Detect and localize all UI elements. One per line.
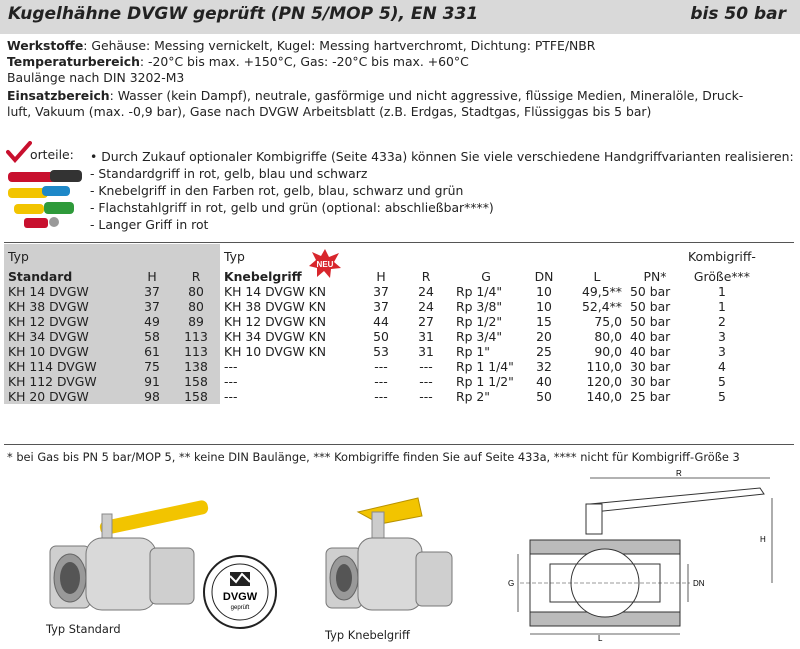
- table-cell: 75,0: [594, 314, 622, 329]
- table-cell: 75: [132, 359, 172, 374]
- table-cell: Rp 1/4": [456, 284, 503, 299]
- table-cell: 113: [172, 329, 220, 344]
- ball-valve-knebel-image: [318, 490, 458, 620]
- advantage-item: • Durch Zukauf optionaler Kombigriffe (Seite 433a) können Sie viele verschiedene Handgriffvarianten realisieren:: [90, 149, 794, 164]
- table-body: [4, 284, 760, 404]
- length-line: Baulänge nach DIN 3202-M3: [7, 70, 185, 85]
- drawing-label-l: L: [598, 634, 603, 643]
- table-cell: 120,0: [586, 374, 622, 389]
- usage-line-2: luft, Vakuum (max. -0,9 bar), Gase nach DVGW Arbeitsblatt (z.B. Erdgas, Stadtgas, Flüssiggas bis 5 bar): [7, 104, 652, 119]
- table-cell: 30 bar: [630, 359, 671, 374]
- table-cell: 158: [172, 389, 220, 404]
- table-cell: 24: [418, 299, 434, 314]
- temperature-label: Temperaturbereich: [7, 54, 140, 69]
- technical-drawing: [490, 468, 795, 643]
- usage-label: Einsatzbereich: [7, 88, 110, 103]
- table-row: [4, 299, 760, 314]
- new-badge-icon: [308, 248, 342, 278]
- table-cell: 91: [132, 374, 172, 389]
- table-cell: Rp 2": [456, 389, 490, 404]
- table-cell: Rp 1": [456, 344, 490, 359]
- dn-header: DN: [534, 269, 554, 284]
- caption-knebel: Typ Knebelgriff: [325, 628, 410, 642]
- table-cell: 31: [418, 329, 434, 344]
- table-cell: 50 bar: [630, 284, 671, 299]
- new-badge-text: NEU: [316, 260, 334, 269]
- table-cell: 37: [373, 299, 389, 314]
- table-cell: KH 20 DVGW: [4, 389, 132, 404]
- table-cell: ---: [374, 374, 388, 389]
- table-cell: 58: [132, 329, 172, 344]
- table-cell: 98: [132, 389, 172, 404]
- table-cell: ---: [419, 389, 433, 404]
- temperature-line: [7, 54, 469, 70]
- h-header: H: [132, 264, 172, 284]
- usage-text-1: : Wasser (kein Dampf), neutrale, gasförmige und nicht aggressive, flüssige Medien, Mineralöle, Druck-: [109, 88, 744, 103]
- r-header: R: [421, 269, 431, 284]
- drawing-label-dn: DN: [693, 579, 705, 588]
- table-cell: 90,0: [594, 344, 622, 359]
- product-table: [4, 244, 760, 404]
- table-cell: 32: [536, 359, 552, 374]
- table-cell: 80,0: [594, 329, 622, 344]
- table-cell: 138: [172, 359, 220, 374]
- ball-valve-standard-image: [30, 478, 210, 618]
- type-label: Typ: [4, 244, 132, 264]
- table-cell: 2: [718, 314, 726, 329]
- caption-standard: Typ Standard: [46, 622, 121, 636]
- table-cell: 37: [132, 284, 172, 299]
- table-cell: 10: [536, 284, 552, 299]
- drawing-label-h: H: [760, 535, 766, 544]
- table-top-rule: [4, 242, 794, 243]
- table-cell: 140,0: [586, 389, 622, 404]
- materials-label: Werkstoffe: [7, 38, 84, 53]
- table-cell: KH 34 DVGW KN: [224, 329, 327, 344]
- table-cell: 50 bar: [630, 314, 671, 329]
- kombi-header-2: Größe***: [693, 269, 750, 284]
- knebel-header: [220, 260, 362, 284]
- table-cell: KH 14 DVGW: [4, 284, 132, 299]
- table-cell: Rp 1 1/2": [456, 374, 514, 389]
- advantage-item: - Knebelgriff in den Farben rot, gelb, blau, schwarz und grün: [90, 183, 464, 198]
- table-cell: 49: [132, 314, 172, 329]
- table-cell: KH 114 DVGW: [4, 359, 132, 374]
- table-cell: KH 10 DVGW: [4, 344, 132, 359]
- table-header-row-1: [4, 244, 760, 264]
- table-cell: 40 bar: [630, 329, 671, 344]
- materials-line: [7, 38, 595, 54]
- table-cell: 53: [373, 344, 389, 359]
- table-cell: 25: [536, 344, 552, 359]
- handle-colors-icon: [4, 166, 94, 234]
- table-cell: 37: [373, 284, 389, 299]
- table-cell: 3: [718, 344, 726, 359]
- r-header: R: [172, 264, 220, 284]
- table-cell: 158: [172, 374, 220, 389]
- table-cell: 52,4**: [582, 299, 622, 314]
- table-cell: 3: [718, 329, 726, 344]
- temperature-text: : -20°C bis max. +150°C, Gas: -20°C bis max. +60°C: [139, 54, 469, 69]
- table-cell: 1: [718, 299, 726, 314]
- table-cell: KH 34 DVGW: [4, 329, 132, 344]
- h-header: H: [376, 269, 386, 284]
- pn-header: PN*: [643, 269, 667, 284]
- page-title: Kugelhähne DVGW geprüft (PN 5/MOP 5), EN 331: [8, 4, 479, 24]
- checkmark-icon: [6, 141, 32, 163]
- table-cell: 37: [132, 299, 172, 314]
- table-row: [4, 374, 760, 389]
- advantage-item: - Standardgriff in rot, gelb, blau und schwarz: [90, 166, 368, 181]
- table-cell: 1: [718, 284, 726, 299]
- table-cell: KH 12 DVGW: [4, 314, 132, 329]
- table-cell: 31: [418, 344, 434, 359]
- table-cell: ---: [374, 359, 388, 374]
- table-cell: 10: [536, 299, 552, 314]
- table-cell: ---: [224, 374, 238, 389]
- table-cell: KH 112 DVGW: [4, 374, 132, 389]
- table-header-row-2: [4, 264, 760, 284]
- pressure-rating: bis 50 bar: [690, 4, 786, 24]
- table-cell: 5: [718, 389, 726, 404]
- table-row: [4, 314, 760, 329]
- table-cell: 80: [172, 284, 220, 299]
- table-cell: 61: [132, 344, 172, 359]
- advantages-label: orteile:: [30, 147, 74, 162]
- table-cell: 5: [718, 374, 726, 389]
- table-cell: 44: [373, 314, 389, 329]
- table-cell: Rp 1 1/4": [456, 359, 514, 374]
- knebel-label: Knebelgriff: [224, 269, 302, 284]
- table-cell: 40: [536, 374, 552, 389]
- table-cell: 27: [418, 314, 434, 329]
- table-cell: 50 bar: [630, 299, 671, 314]
- drawing-label-g: G: [508, 579, 515, 588]
- table-cell: 25 bar: [630, 389, 671, 404]
- materials-text: : Gehäuse: Messing vernickelt, Kugel: Messing hartverchromt, Dichtung: PTFE/NBR: [83, 38, 596, 53]
- table-row: [4, 389, 760, 404]
- dvgw-small-text: geprüft: [230, 605, 250, 611]
- table-cell: KH 14 DVGW KN: [224, 284, 327, 299]
- table-row: [4, 359, 760, 374]
- dvgw-text: DVGW: [222, 591, 258, 603]
- table-cell: 49,5**: [582, 284, 622, 299]
- table-cell: Rp 3/8": [456, 299, 503, 314]
- table-cell: ---: [419, 374, 433, 389]
- table-cell: 30 bar: [630, 374, 671, 389]
- table-cell: Rp 1/2": [456, 314, 503, 329]
- type-label: Typ: [224, 249, 245, 264]
- table-cell: ---: [419, 359, 433, 374]
- table-cell: Rp 3/4": [456, 329, 503, 344]
- table-cell: 4: [718, 359, 726, 374]
- g-header: G: [481, 269, 491, 284]
- advantage-item: - Flachstahlgriff in rot, gelb und grün (optional: abschließbar****): [90, 200, 494, 215]
- footnote: * bei Gas bis PN 5 bar/MOP 5, ** keine DIN Baulänge, *** Kombigriffe finden Sie auf Seite 433a, **** nicht für Kombigriff-Größe 3: [7, 450, 740, 464]
- table-cell: ---: [224, 359, 238, 374]
- table-cell: 113: [172, 344, 220, 359]
- drawing-label-r: R: [676, 469, 682, 478]
- table-cell: 89: [172, 314, 220, 329]
- table-cell: 50: [536, 389, 552, 404]
- table-cell: 110,0: [586, 359, 622, 374]
- advantages-list: [90, 148, 794, 233]
- table-cell: 20: [536, 329, 552, 344]
- table-cell: 24: [418, 284, 434, 299]
- table-cell: 50: [373, 329, 389, 344]
- advantage-item: - Langer Griff in rot: [90, 217, 209, 232]
- table-cell: 80: [172, 299, 220, 314]
- table-cell: ---: [374, 389, 388, 404]
- table-cell: ---: [224, 389, 238, 404]
- table-row: [4, 329, 760, 344]
- dvgw-seal-icon: [200, 552, 280, 632]
- table-row: [4, 344, 760, 359]
- table-cell: KH 38 DVGW KN: [224, 299, 327, 314]
- kombi-header-1: Kombigriff-: [688, 249, 756, 264]
- table-bottom-rule: [4, 444, 794, 445]
- table-cell: KH 10 DVGW KN: [224, 344, 327, 359]
- table-cell: KH 38 DVGW: [4, 299, 132, 314]
- usage-line: [7, 88, 743, 104]
- table-row: [4, 284, 760, 299]
- table-cell: 40 bar: [630, 344, 671, 359]
- standard-header: Standard: [4, 264, 132, 284]
- table-cell: 15: [536, 314, 552, 329]
- l-header: L: [593, 269, 601, 284]
- table-cell: KH 12 DVGW KN: [224, 314, 327, 329]
